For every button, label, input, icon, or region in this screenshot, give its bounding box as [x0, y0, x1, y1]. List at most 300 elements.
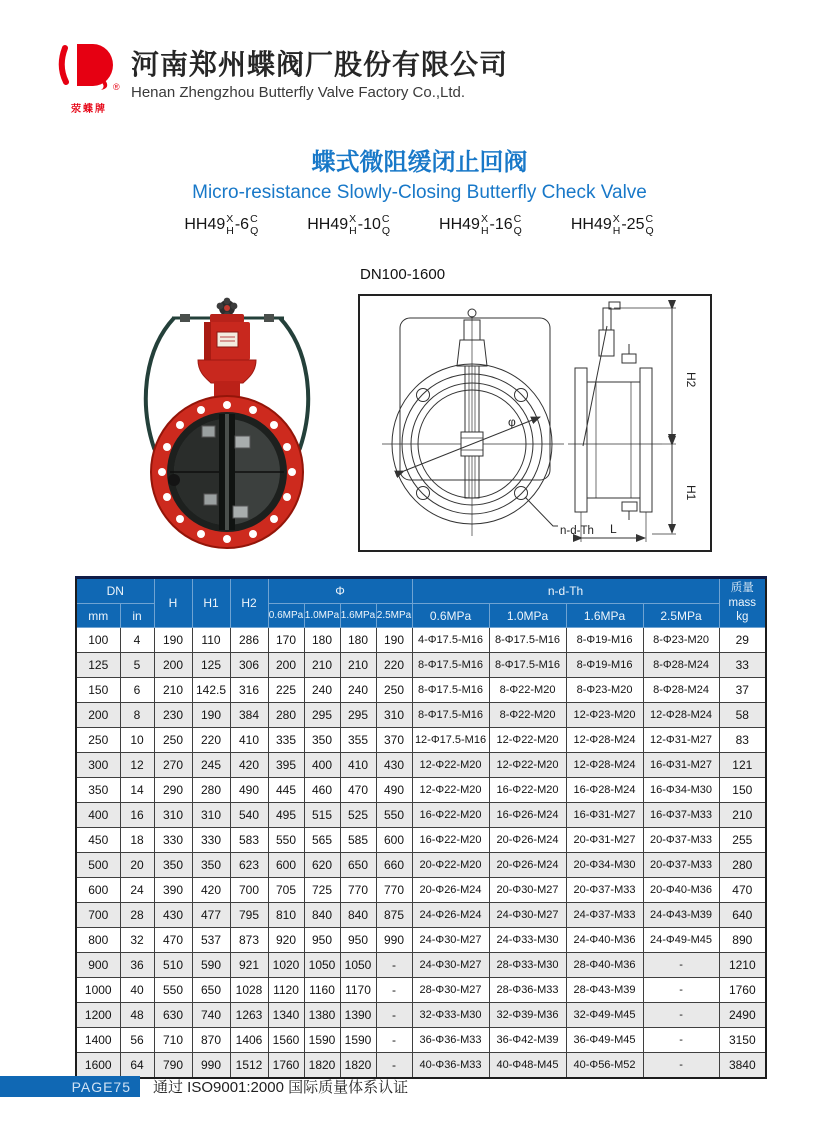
table-cell: 395 [268, 753, 304, 778]
spec-table [75, 576, 767, 1079]
certification-text: 通过 ISO9001:2000 国际质量体系认证 [153, 1079, 409, 1096]
col-header-phi: Φ [268, 578, 412, 604]
table-row [76, 678, 766, 703]
table-cell: 623 [230, 853, 268, 878]
table-cell: 8-Φ17.5-M16 [489, 653, 566, 678]
table-cell: 3150 [719, 1028, 766, 1053]
table-cell: 1390 [340, 1003, 376, 1028]
table-cell: - [376, 1053, 412, 1079]
technical-drawing-box [358, 294, 712, 552]
table-cell: 2490 [719, 1003, 766, 1028]
table-cell: 190 [192, 703, 230, 728]
table-cell: 1210 [719, 953, 766, 978]
table-cell: 29 [719, 628, 766, 653]
table-row [76, 978, 766, 1003]
table-row [76, 803, 766, 828]
table-cell: 40-Φ36-M33 [412, 1053, 489, 1079]
table-cell: 310 [154, 803, 192, 828]
col-header-ndth-p4: 2.5MPa [643, 604, 719, 628]
table-cell: 310 [376, 703, 412, 728]
col-header-phi-p1: 0.6MPa [268, 604, 304, 628]
table-cell: 12-Φ22-M20 [412, 753, 489, 778]
table-cell: 280 [268, 703, 304, 728]
table-cell: 870 [192, 1028, 230, 1053]
spec-table-body [76, 628, 766, 1079]
table-cell: 705 [268, 878, 304, 903]
table-cell: 32 [120, 928, 154, 953]
table-row [76, 728, 766, 753]
table-cell: 384 [230, 703, 268, 728]
table-cell: 16-Φ28-M24 [566, 778, 643, 803]
table-cell: 40-Φ48-M45 [489, 1053, 566, 1079]
technical-drawing [360, 296, 710, 550]
table-cell: 8-Φ17.5-M16 [489, 628, 566, 653]
table-cell: 8-Φ28-M24 [643, 678, 719, 703]
table-cell: 28-Φ33-M30 [489, 953, 566, 978]
table-cell: - [643, 978, 719, 1003]
table-cell: 12-Φ22-M20 [489, 753, 566, 778]
table-row [76, 1053, 766, 1079]
table-cell: 110 [192, 628, 230, 653]
table-cell: 210 [340, 653, 376, 678]
table-cell: 210 [719, 803, 766, 828]
table-cell: 200 [154, 653, 192, 678]
table-cell: 1820 [340, 1053, 376, 1079]
table-cell: 200 [76, 703, 120, 728]
table-cell: 3840 [719, 1053, 766, 1079]
table-cell: 420 [230, 753, 268, 778]
table-cell: 1263 [230, 1003, 268, 1028]
table-cell: 810 [268, 903, 304, 928]
table-cell: 28-Φ43-M39 [566, 978, 643, 1003]
col-header-ndth-p3: 1.6MPa [566, 604, 643, 628]
l-dim-label: L [610, 522, 617, 536]
table-cell: 890 [719, 928, 766, 953]
table-cell: 225 [268, 678, 304, 703]
product-title-cn: 蝶式微阻缓闭止回阀 [311, 149, 528, 176]
col-header-in: in [120, 604, 154, 628]
table-cell: 4-Φ17.5-M16 [412, 628, 489, 653]
table-cell: 16-Φ22-M20 [489, 778, 566, 803]
table-cell: 20-Φ40-M36 [643, 878, 719, 903]
table-cell: 180 [304, 628, 340, 653]
table-cell: 1380 [304, 1003, 340, 1028]
table-cell: 450 [76, 828, 120, 853]
table-cell: 190 [376, 628, 412, 653]
table-cell: 600 [376, 828, 412, 853]
table-cell: 350 [192, 853, 230, 878]
table-cell: 14 [120, 778, 154, 803]
table-cell: 290 [154, 778, 192, 803]
table-cell: 400 [304, 753, 340, 778]
mass-label-en: mass [728, 596, 757, 609]
table-cell: 583 [230, 828, 268, 853]
table-cell: 8-Φ19-M16 [566, 628, 643, 653]
butterfly-logo-icon [55, 40, 123, 94]
table-cell: 490 [230, 778, 268, 803]
table-cell: 770 [376, 878, 412, 903]
table-cell: 1028 [230, 978, 268, 1003]
table-cell: 470 [719, 878, 766, 903]
table-cell: 1020 [268, 953, 304, 978]
company-name-en: Henan Zhengzhou Butterfly Valve Factory Co.,Ltd. [131, 83, 466, 101]
table-cell: 430 [376, 753, 412, 778]
table-cell: 510 [154, 953, 192, 978]
table-cell: 250 [154, 728, 192, 753]
table-cell: 1590 [340, 1028, 376, 1053]
valve-photo [122, 296, 362, 572]
table-cell: 64 [120, 1053, 154, 1079]
table-cell: - [643, 1028, 719, 1053]
table-cell: 8 [120, 703, 154, 728]
table-cell: 1200 [76, 1003, 120, 1028]
table-row [76, 1003, 766, 1028]
table-cell: 537 [192, 928, 230, 953]
table-cell: 142.5 [192, 678, 230, 703]
table-cell: 16 [120, 803, 154, 828]
table-cell: 180 [340, 628, 376, 653]
table-row [76, 903, 766, 928]
table-cell: 350 [76, 778, 120, 803]
table-cell: 1560 [268, 1028, 304, 1053]
table-cell: 200 [268, 653, 304, 678]
table-cell: 550 [376, 803, 412, 828]
table-cell: - [643, 1053, 719, 1079]
table-cell: 1600 [76, 1053, 120, 1079]
table-cell: 245 [192, 753, 230, 778]
table-cell: 12-Φ22-M20 [412, 778, 489, 803]
table-cell: 36-Φ42-M39 [489, 1028, 566, 1053]
page-number-badge: PAGE75 [0, 1076, 140, 1097]
table-cell: 565 [304, 828, 340, 853]
table-row [76, 953, 766, 978]
table-cell: 990 [376, 928, 412, 953]
table-cell: 24-Φ49-M45 [643, 928, 719, 953]
table-cell: 1120 [268, 978, 304, 1003]
table-cell: 585 [340, 828, 376, 853]
col-header-ndth-p2: 1.0MPa [489, 604, 566, 628]
table-cell: 28 [120, 903, 154, 928]
table-cell: 37 [719, 678, 766, 703]
company-names [131, 40, 508, 101]
table-cell: 12-Φ23-M20 [566, 703, 643, 728]
table-cell: 390 [154, 878, 192, 903]
table-cell: 410 [230, 728, 268, 753]
model-code: HH49 X H -16 C Q [439, 213, 522, 238]
col-header-ndth-p1: 0.6MPa [412, 604, 489, 628]
table-cell: 990 [192, 1053, 230, 1079]
table-row [76, 828, 766, 853]
svg-text:®: ® [113, 82, 120, 92]
table-cell: 1760 [719, 978, 766, 1003]
table-cell: 4 [120, 628, 154, 653]
mass-label-unit: kg [736, 611, 749, 624]
table-cell: 500 [76, 853, 120, 878]
table-cell: 840 [304, 903, 340, 928]
table-cell: 316 [230, 678, 268, 703]
table-cell: 286 [230, 628, 268, 653]
table-cell: 125 [192, 653, 230, 678]
table-cell: 20-Φ37-M33 [643, 828, 719, 853]
table-cell: 190 [154, 628, 192, 653]
table-cell: 16-Φ31-M27 [566, 803, 643, 828]
table-cell: 875 [376, 903, 412, 928]
table-cell: 650 [340, 853, 376, 878]
table-cell: 335 [268, 728, 304, 753]
table-cell: 20-Φ26-M24 [489, 853, 566, 878]
table-cell: 32-Φ39-M36 [489, 1003, 566, 1028]
table-cell: 400 [76, 803, 120, 828]
col-header-mm: mm [76, 604, 120, 628]
table-cell: 24-Φ37-M33 [566, 903, 643, 928]
table-cell: - [643, 953, 719, 978]
table-cell: 8-Φ23-M20 [643, 628, 719, 653]
table-cell: 8-Φ22-M20 [489, 703, 566, 728]
table-cell: 10 [120, 728, 154, 753]
table-cell: 150 [76, 678, 120, 703]
table-cell: 24-Φ43-M39 [643, 903, 719, 928]
table-cell: 8-Φ17.5-M16 [412, 703, 489, 728]
table-cell: 12-Φ28-M24 [566, 753, 643, 778]
table-cell: 255 [719, 828, 766, 853]
table-cell: - [376, 953, 412, 978]
table-cell: 873 [230, 928, 268, 953]
table-cell: 770 [340, 878, 376, 903]
table-cell: - [376, 978, 412, 1003]
mass-label-cn: 质量 [730, 582, 754, 595]
table-cell: 410 [340, 753, 376, 778]
table-cell: 280 [719, 853, 766, 878]
table-cell: 20-Φ37-M33 [643, 853, 719, 878]
table-cell: 24 [120, 878, 154, 903]
table-cell: 8-Φ17.5-M16 [412, 678, 489, 703]
company-header [55, 40, 508, 115]
table-cell: 48 [120, 1003, 154, 1028]
table-cell: 1820 [304, 1053, 340, 1079]
table-cell: 20-Φ37-M33 [566, 878, 643, 903]
table-cell: 12-Φ31-M27 [643, 728, 719, 753]
col-header-phi-p3: 1.6MPa [340, 604, 376, 628]
table-cell: 1340 [268, 1003, 304, 1028]
table-cell: 5 [120, 653, 154, 678]
table-cell: 40 [120, 978, 154, 1003]
table-cell: 660 [376, 853, 412, 878]
table-cell: 8-Φ23-M20 [566, 678, 643, 703]
table-cell: - [376, 1028, 412, 1053]
model-list [0, 213, 839, 237]
table-cell: 950 [304, 928, 340, 953]
table-cell: 210 [154, 678, 192, 703]
table-cell: 250 [76, 728, 120, 753]
table-cell: 230 [154, 703, 192, 728]
table-cell: 16-Φ31-M27 [643, 753, 719, 778]
table-cell: 56 [120, 1028, 154, 1053]
h1-dim-label: H1 [684, 485, 698, 501]
table-cell: 250 [376, 678, 412, 703]
table-cell: 310 [192, 803, 230, 828]
table-cell: 1406 [230, 1028, 268, 1053]
table-cell: 40-Φ56-M52 [566, 1053, 643, 1079]
table-cell: 350 [304, 728, 340, 753]
col-header-ndth: n-d-Th [412, 578, 719, 604]
table-cell: 1050 [340, 953, 376, 978]
table-cell: 1050 [304, 953, 340, 978]
table-row [76, 778, 766, 803]
table-cell: 20-Φ26-M24 [489, 828, 566, 853]
table-cell: 8-Φ28-M24 [643, 653, 719, 678]
table-cell: 24-Φ30-M27 [412, 928, 489, 953]
table-cell: 306 [230, 653, 268, 678]
table-cell: 100 [76, 628, 120, 653]
table-cell: 1170 [340, 978, 376, 1003]
table-cell: 32-Φ49-M45 [566, 1003, 643, 1028]
table-cell: 540 [230, 803, 268, 828]
col-header-h1: H1 [192, 578, 230, 628]
table-cell: 1590 [304, 1028, 340, 1053]
table-cell: 270 [154, 753, 192, 778]
table-cell: 20-Φ31-M27 [566, 828, 643, 853]
table-cell: 295 [304, 703, 340, 728]
table-cell: 16-Φ22-M20 [412, 803, 489, 828]
table-cell: 350 [154, 853, 192, 878]
table-cell: 1400 [76, 1028, 120, 1053]
table-cell: 240 [304, 678, 340, 703]
table-cell: 20-Φ30-M27 [489, 878, 566, 903]
table-cell: 28-Φ40-M36 [566, 953, 643, 978]
col-header-phi-p4: 2.5MPa [376, 604, 412, 628]
table-cell: 495 [268, 803, 304, 828]
table-cell: 16-Φ22-M20 [412, 828, 489, 853]
col-header-h: H [154, 578, 192, 628]
table-cell: 700 [76, 903, 120, 928]
company-name-cn: 河南郑州蝶阀厂股份有限公司 [131, 49, 509, 80]
table-cell: 8-Φ17.5-M16 [412, 653, 489, 678]
table-cell: 36-Φ36-M33 [412, 1028, 489, 1053]
page-footer [0, 1076, 408, 1097]
phi-label: φ [508, 415, 516, 429]
table-cell: 920 [268, 928, 304, 953]
table-cell: 220 [192, 728, 230, 753]
table-cell: 921 [230, 953, 268, 978]
table-cell: 550 [154, 978, 192, 1003]
table-row [76, 878, 766, 903]
table-cell: 490 [376, 778, 412, 803]
table-cell: 83 [719, 728, 766, 753]
table-cell: 16-Φ37-M33 [643, 803, 719, 828]
table-row [76, 703, 766, 728]
table-cell: 170 [268, 628, 304, 653]
table-row [76, 753, 766, 778]
table-cell: 33 [719, 653, 766, 678]
h2-dim-label: H2 [684, 372, 698, 388]
table-cell: 355 [340, 728, 376, 753]
table-cell: 330 [192, 828, 230, 853]
table-row [76, 653, 766, 678]
table-cell: 515 [304, 803, 340, 828]
model-code: HH49 X H -6 C Q [184, 213, 259, 238]
table-cell: 20 [120, 853, 154, 878]
col-header-dn: DN [76, 578, 154, 604]
table-cell: 470 [340, 778, 376, 803]
table-cell: 700 [230, 878, 268, 903]
col-header-mass [719, 578, 766, 628]
table-cell: 280 [192, 778, 230, 803]
model-code: HH49 X H -25 C Q [570, 213, 654, 238]
table-cell: 460 [304, 778, 340, 803]
table-cell: 8-Φ19-M16 [566, 653, 643, 678]
table-cell: 24-Φ40-M36 [566, 928, 643, 953]
table-cell: 6 [120, 678, 154, 703]
table-cell: 36 [120, 953, 154, 978]
table-row [76, 853, 766, 878]
table-cell: 20-Φ34-M30 [566, 853, 643, 878]
table-cell: 20-Φ26-M24 [412, 878, 489, 903]
table-cell: 430 [154, 903, 192, 928]
table-row [76, 928, 766, 953]
table-cell: 790 [154, 1053, 192, 1079]
table-cell: 12-Φ28-M24 [643, 703, 719, 728]
table-cell: 12-Φ17.5-M16 [412, 728, 489, 753]
table-cell: 950 [340, 928, 376, 953]
table-cell: 121 [719, 753, 766, 778]
table-cell: 445 [268, 778, 304, 803]
table-cell: 1000 [76, 978, 120, 1003]
table-cell: 300 [76, 753, 120, 778]
table-cell: 550 [268, 828, 304, 853]
table-cell: 12 [120, 753, 154, 778]
table-row [76, 1028, 766, 1053]
product-titles [0, 142, 839, 237]
logo-caption: 荥蝶牌 [71, 104, 107, 115]
table-cell: 740 [192, 1003, 230, 1028]
table-cell: 28-Φ36-M33 [489, 978, 566, 1003]
table-cell: 470 [154, 928, 192, 953]
table-cell: 1760 [268, 1053, 304, 1079]
table-cell: 24-Φ30-M27 [489, 903, 566, 928]
table-cell: 900 [76, 953, 120, 978]
table-cell: 1512 [230, 1053, 268, 1079]
table-cell: 125 [76, 653, 120, 678]
table-cell: 24-Φ26-M24 [412, 903, 489, 928]
table-cell: 24-Φ30-M27 [412, 953, 489, 978]
table-cell: 36-Φ49-M45 [566, 1028, 643, 1053]
table-cell: 620 [304, 853, 340, 878]
table-cell: 58 [719, 703, 766, 728]
table-cell: 295 [340, 703, 376, 728]
table-cell: 16-Φ34-M30 [643, 778, 719, 803]
table-cell: 795 [230, 903, 268, 928]
table-cell: 330 [154, 828, 192, 853]
table-cell: 840 [340, 903, 376, 928]
table-cell: 477 [192, 903, 230, 928]
table-cell: 710 [154, 1028, 192, 1053]
table-cell: 24-Φ33-M30 [489, 928, 566, 953]
table-cell: 8-Φ22-M20 [489, 678, 566, 703]
table-cell: 150 [719, 778, 766, 803]
table-cell: 420 [192, 878, 230, 903]
table-cell: 12-Φ22-M20 [489, 728, 566, 753]
table-cell: 220 [376, 653, 412, 678]
table-cell: 640 [719, 903, 766, 928]
table-cell: 1160 [304, 978, 340, 1003]
table-cell: 600 [76, 878, 120, 903]
ndth-label: n-d-Th [560, 525, 594, 537]
table-cell: - [643, 1003, 719, 1028]
table-cell: 210 [304, 653, 340, 678]
table-cell: 28-Φ30-M27 [412, 978, 489, 1003]
table-cell: 800 [76, 928, 120, 953]
table-cell: 12-Φ28-M24 [566, 728, 643, 753]
